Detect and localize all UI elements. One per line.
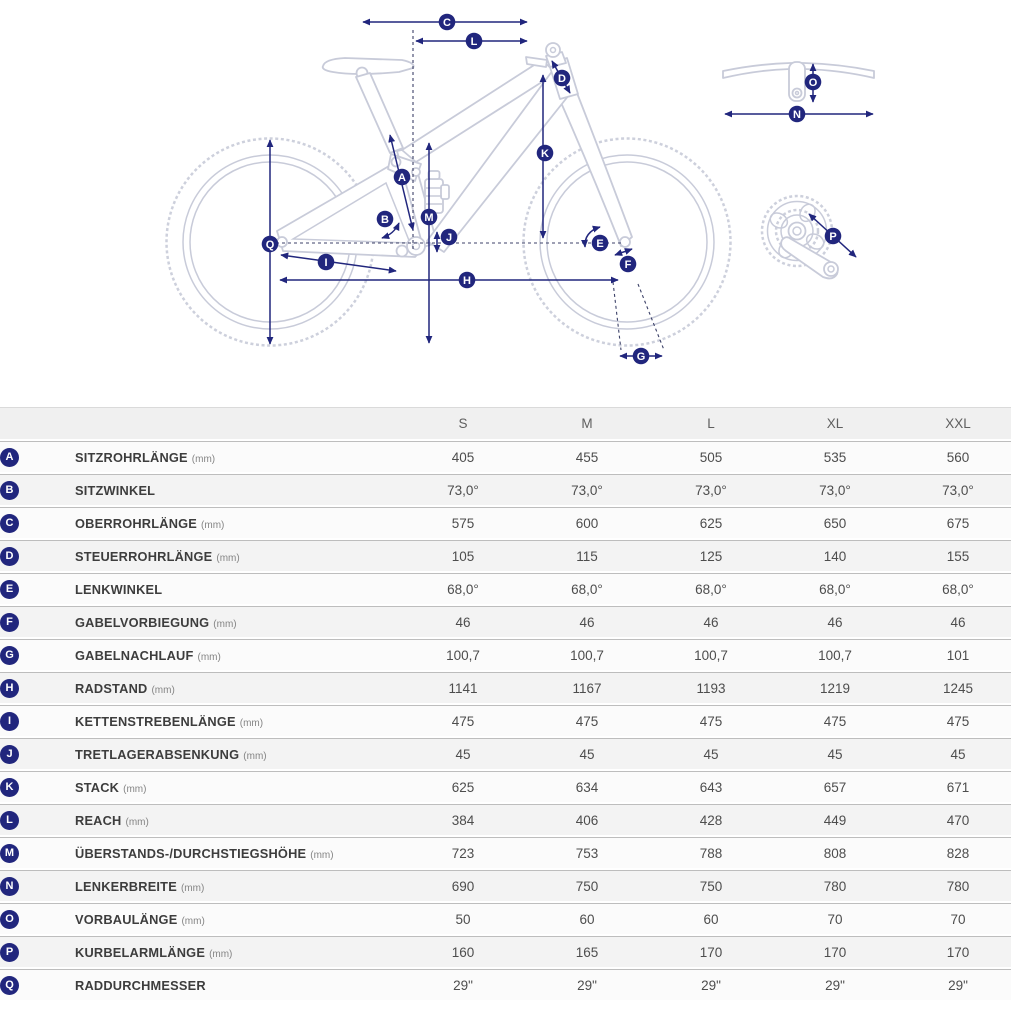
geometry-value: 46 [897,606,1011,637]
measurement-unit: (mm) [125,816,149,828]
measurement-label: KURBELARMLÄNGE [75,944,206,960]
measurement-unit: (mm) [123,783,147,795]
geometry-value: 750 [649,870,773,901]
row-letter-badge: F [0,613,19,632]
geometry-value: 68,0° [401,573,525,604]
geometry-value: 68,0° [649,573,773,604]
geometry-value: 675 [897,507,1011,538]
geometry-value: 780 [897,870,1011,901]
badge-i [318,254,335,271]
row-label-cell [75,441,401,472]
measurement-label: RADDURCHMESSER [75,977,206,993]
measurement-label: SITZROHRLÄNGE [75,449,188,465]
measurement-label: LENKWINKEL [75,581,163,597]
measurement-label: VORBAULÄNGE [75,911,178,927]
geometry-value: 29" [649,969,773,1000]
badge-l [466,33,483,50]
row-label-cell [75,837,401,868]
geometry-value: 455 [525,441,649,472]
row-badge-cell [0,738,75,769]
geometry-value: 560 [897,441,1011,472]
geometry-value: 29" [401,969,525,1000]
front-dropout [620,237,630,247]
geometry-value: 475 [773,705,897,736]
row-badge-cell [0,903,75,934]
row-letter-badge: O [0,910,19,929]
badge-c [439,14,456,31]
row-label-cell [75,936,401,967]
geometry-value: 475 [401,705,525,736]
row-letter-badge: H [0,679,19,698]
row-letter-badge: G [0,646,19,665]
size-column-header: S [401,407,525,439]
measurement-label: SITZWINKEL [75,482,156,498]
geometry-value: 449 [773,804,897,835]
geometry-value: 723 [401,837,525,868]
geometry-value: 29" [525,969,649,1000]
bottom-bracket [407,237,425,255]
geometry-value: 155 [897,540,1011,571]
table-row [0,573,1011,604]
geometry-value: 70 [897,903,1011,934]
geometry-value: 73,0° [649,474,773,505]
geometry-value: 475 [525,705,649,736]
table-row [0,606,1011,637]
svg-text:L: L [470,35,478,48]
geometry-value: 780 [773,870,897,901]
geometry-value: 115 [525,540,649,571]
svg-text:K: K [541,147,549,160]
handlebar-detail [723,62,874,101]
geometry-value: 690 [401,870,525,901]
geometry-value: 788 [649,837,773,868]
geometry-value: 505 [649,441,773,472]
svg-text:J: J [445,231,453,244]
geometry-value: 406 [525,804,649,835]
measurement-unit: (mm) [180,882,205,894]
table-row [0,639,1011,670]
badge-p [825,228,842,245]
geometry-value: 60 [525,903,649,934]
size-column-header: M [525,407,649,439]
row-badge-cell [0,639,75,670]
measurement-label: STACK [75,779,120,795]
geometry-value: 100,7 [525,639,649,670]
table-row [0,738,1011,769]
geometry-value: 73,0° [773,474,897,505]
row-letter-badge: P [0,943,19,962]
geometry-value: 428 [649,804,773,835]
geometry-value: 73,0° [401,474,525,505]
geometry-value: 140 [773,540,897,571]
measurement-unit: (mm) [151,684,175,696]
badge-a [394,169,411,186]
geometry-value: 70 [773,903,897,934]
geometry-value: 100,7 [773,639,897,670]
row-letter-badge: I [0,712,19,731]
measurement-unit: (mm) [181,915,205,927]
row-letter-badge: L [0,811,19,830]
row-badge-cell [0,837,75,868]
row-letter-badge: K [0,778,19,797]
row-badge-cell [0,672,75,703]
badge-f [620,256,637,273]
measurement-unit: (mm) [201,519,225,531]
table-row [0,705,1011,736]
row-label-cell [75,903,401,934]
geometry-value: 68,0° [773,573,897,604]
table-row [0,903,1011,934]
row-letter-badge: C [0,514,19,533]
fork [559,93,632,246]
row-label-cell [75,804,401,835]
measurement-label: ÜBERSTANDS-/DURCHSTIEGSHÖHE [75,845,307,861]
geometry-value: 625 [401,771,525,802]
svg-text:D: D [558,72,566,85]
geometry-value: 68,0° [897,573,1011,604]
geometry-value: 600 [525,507,649,538]
measurement-label: GABELNACHLAUF [75,647,194,663]
geometry-value: 29" [897,969,1011,1000]
measurement-label: REACH [75,812,122,828]
badge-h [459,272,476,289]
measurement-unit: (mm) [213,618,237,630]
row-letter-badge: Q [0,976,19,995]
steering-axis-guide [638,284,664,350]
measurement-unit: (mm) [191,453,216,465]
table-header [0,407,1011,439]
measurement-label: LENKERBREITE [75,878,177,894]
geometry-value: 45 [525,738,649,769]
dim-f [615,249,632,255]
geometry-value: 170 [897,936,1011,967]
geometry-value: 101 [897,639,1011,670]
row-label-cell [75,870,401,901]
geometry-value: 808 [773,837,897,868]
row-letter-badge: M [0,844,19,863]
row-label-cell [75,573,401,604]
geometry-value: 29" [773,969,897,1000]
measurement-unit: (mm) [310,849,334,861]
measurement-label: OBERROHRLÄNGE [75,515,198,531]
measurement-unit: (mm) [243,750,267,762]
geometry-value: 45 [649,738,773,769]
row-letter-badge: N [0,877,19,896]
measurement-label: TRETLAGERABSENKUNG [75,746,240,762]
geometry-value: 828 [897,837,1011,868]
measurement-unit: (mm) [239,717,264,729]
svg-text:Q: Q [265,238,275,251]
svg-text:O: O [808,76,818,89]
geometry-value: 753 [525,837,649,868]
geometry-value: 60 [649,903,773,934]
row-label-cell [75,507,401,538]
row-badge-cell [0,870,75,901]
svg-text:B: B [381,213,389,226]
size-column-header: XL [773,407,897,439]
geometry-value: 170 [773,936,897,967]
geometry-value: 750 [525,870,649,901]
badge-d [554,70,571,87]
row-badge-cell [0,441,75,472]
geometry-value: 105 [401,540,525,571]
row-badge-cell [0,936,75,967]
svg-text:C: C [443,16,451,29]
geometry-value: 45 [897,738,1011,769]
row-badge-cell [0,804,75,835]
table-row [0,870,1011,901]
pedal-eye [824,262,838,276]
svg-text:N: N [793,108,801,121]
row-letter-badge: J [0,745,19,764]
geometry-value: 46 [401,606,525,637]
geometry-value: 1167 [525,672,649,703]
table-row [0,540,1011,571]
geometry-value: 125 [649,540,773,571]
row-label-cell [75,540,401,571]
badge-k [537,145,554,162]
row-badge-cell [0,771,75,802]
geometry-value: 1193 [649,672,773,703]
table-row [0,672,1011,703]
svg-text:P: P [829,230,837,243]
row-label-cell [75,738,401,769]
row-letter-badge: A [0,448,19,467]
brake-lever [526,57,547,67]
row-badge-cell [0,507,75,538]
measurement-label: RADSTAND [75,680,148,696]
badge-j [441,229,458,246]
geometry-value: 625 [649,507,773,538]
geometry-value: 657 [773,771,897,802]
geometry-value: 405 [401,441,525,472]
badge-m [421,209,438,226]
geometry-value: 650 [773,507,897,538]
row-badge-cell [0,969,75,1000]
row-badge-cell [0,474,75,505]
svg-text:A: A [398,171,406,184]
geometry-value: 68,0° [525,573,649,604]
bike-geometry-diagram [0,0,1011,403]
geometry-value: 470 [897,804,1011,835]
geometry-value: 575 [401,507,525,538]
measurement-unit: (mm) [209,948,233,960]
table-row [0,804,1011,835]
badge-o [805,74,822,91]
measurement-label: KETTENSTREBENLÄNGE [75,713,236,729]
geometry-value: 46 [649,606,773,637]
row-label-cell [75,639,401,670]
measurement-label: GABELVORBIEGUNG [75,614,210,630]
geometry-table-section [0,405,1011,1002]
measurement-unit: (mm) [216,552,240,564]
svg-text:E: E [596,237,604,250]
geometry-value: 50 [401,903,525,934]
measurement-label: STEUERROHRLÄNGE [75,548,213,564]
geometry-value: 643 [649,771,773,802]
geometry-value: 45 [401,738,525,769]
geometry-value: 1219 [773,672,897,703]
row-label-cell [75,771,401,802]
badge-e [592,235,609,252]
table-corner [0,407,401,439]
geometry-value: 73,0° [525,474,649,505]
badge-q [262,236,279,253]
table-row [0,474,1011,505]
svg-text:G: G [636,350,646,363]
row-label-cell [75,672,401,703]
svg-text:F: F [624,258,632,271]
table-row [0,441,1011,472]
table-row [0,969,1011,1000]
dim-i [281,255,396,271]
table-row [0,771,1011,802]
svg-text:I: I [324,256,328,269]
geometry-value: 1141 [401,672,525,703]
geometry-value: 160 [401,936,525,967]
seatpost [356,73,403,153]
geometry-value: 634 [525,771,649,802]
row-badge-cell [0,540,75,571]
row-badge-cell [0,606,75,637]
row-badge-cell [0,705,75,736]
geometry-value: 384 [401,804,525,835]
geometry-value: 165 [525,936,649,967]
trail-guide-vertical [613,282,621,350]
geometry-value: 170 [649,936,773,967]
table-row [0,936,1011,967]
rear-dropout [277,237,287,247]
geometry-value: 1245 [897,672,1011,703]
size-column-header: XXL [897,407,1011,439]
row-label-cell [75,606,401,637]
geometry-table [0,405,1011,1002]
geometry-value: 45 [773,738,897,769]
row-label-cell [75,705,401,736]
geometry-value: 535 [773,441,897,472]
geometry-value: 475 [649,705,773,736]
geometry-value: 671 [897,771,1011,802]
badge-b [377,211,394,228]
handlebar-grip [546,43,560,57]
table-row [0,507,1011,538]
svg-text:M: M [424,211,434,224]
table-row [0,837,1011,868]
measurement-unit: (mm) [197,651,221,663]
row-label-cell [75,969,401,1000]
badge-n [789,106,806,123]
row-label-cell [75,474,401,505]
row-badge-cell [0,573,75,604]
badge-g [633,348,650,365]
geometry-value: 46 [525,606,649,637]
geometry-value: 100,7 [649,639,773,670]
geometry-value: 73,0° [897,474,1011,505]
row-letter-badge: D [0,547,19,566]
svg-text:H: H [463,274,471,287]
row-letter-badge: E [0,580,19,599]
geometry-value: 100,7 [401,639,525,670]
geometry-value: 46 [773,606,897,637]
size-column-header: L [649,407,773,439]
geometry-value: 475 [897,705,1011,736]
row-letter-badge: B [0,481,19,500]
